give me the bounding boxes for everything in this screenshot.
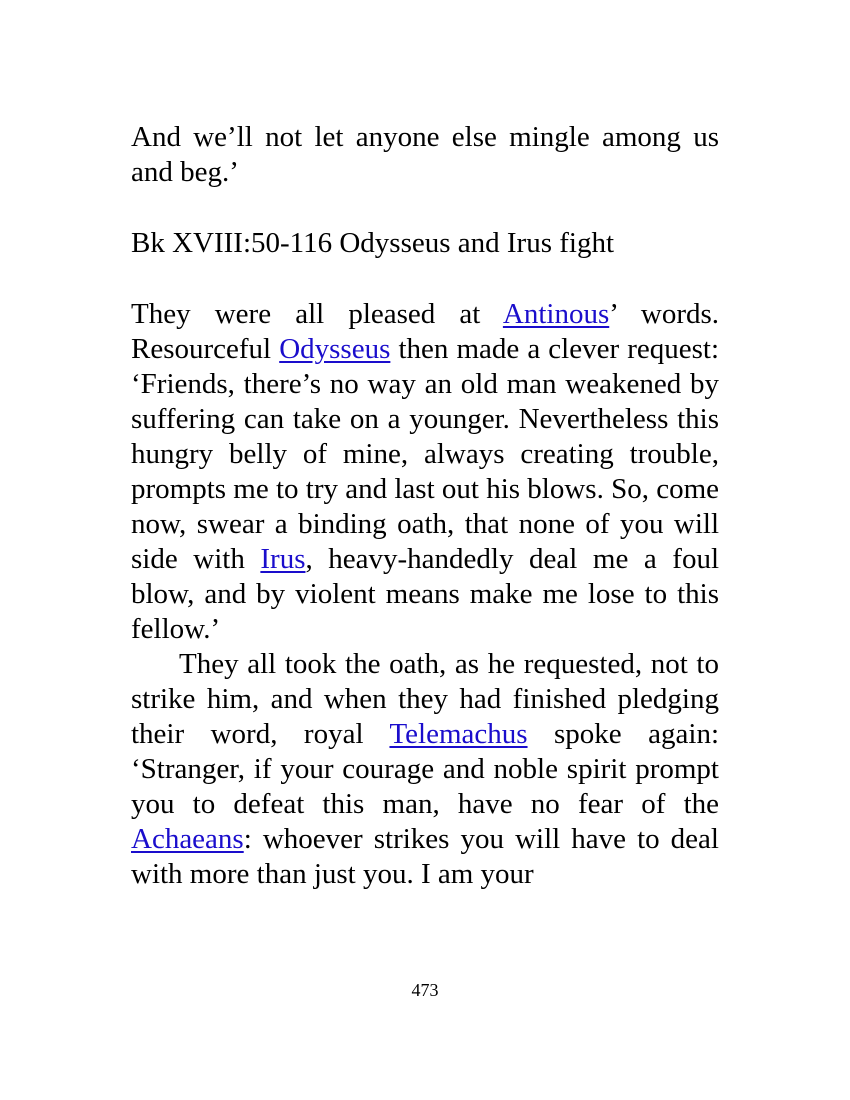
paragraph-1-text-3: then made a clever request: ‘Friends, there’s no way an old man weakened by suffering can take on a younger. Nevertheless this hungry belly of mine, always creating trouble, prompts me to try and last out his blows. So, come now, swear a binding oath, that none of you will side with <box>131 333 720 575</box>
link-antinous[interactable]: Antinous <box>502 298 610 330</box>
paragraph-1 <box>131 297 719 647</box>
paragraph-2-text-1: They all took the oath, as he requested, not to strike him, and when they had finished pledging their word, royal <box>131 648 719 750</box>
page-number: 473 <box>411 980 439 1000</box>
paragraph-2 <box>131 647 719 892</box>
link-achaeans[interactable]: Achaeans <box>131 823 244 855</box>
intro-paragraph <box>131 120 719 190</box>
link-telemachus[interactable]: Telemachus <box>389 718 528 750</box>
section-heading <box>131 226 719 261</box>
link-irus[interactable]: Irus <box>260 543 306 575</box>
paragraph-1-text-2: ’ words. Resourceful <box>131 298 720 365</box>
paragraph-1-text-4: , heavy-handedly deal me a foul blow, and by violent means make me lose to this fellow.’ <box>131 543 719 645</box>
intro-text: And we’ll not let anyone else mingle among us and beg.’ <box>131 121 719 188</box>
paragraph-1-text-1: They were all pleased at <box>131 298 503 330</box>
main-text <box>131 297 719 892</box>
paragraph-2-text-3: : whoever strikes you will have to deal with more than just you. I am your <box>131 823 719 890</box>
section-heading-text: Bk XVIII:50-116 Odysseus and Irus fight <box>131 227 615 259</box>
link-odysseus[interactable]: Odysseus <box>279 333 391 365</box>
paragraph-2-text-2: spoke again: ‘Stranger, if your courage and noble spirit prompt you to defeat this man, have no fear of the <box>131 718 719 820</box>
